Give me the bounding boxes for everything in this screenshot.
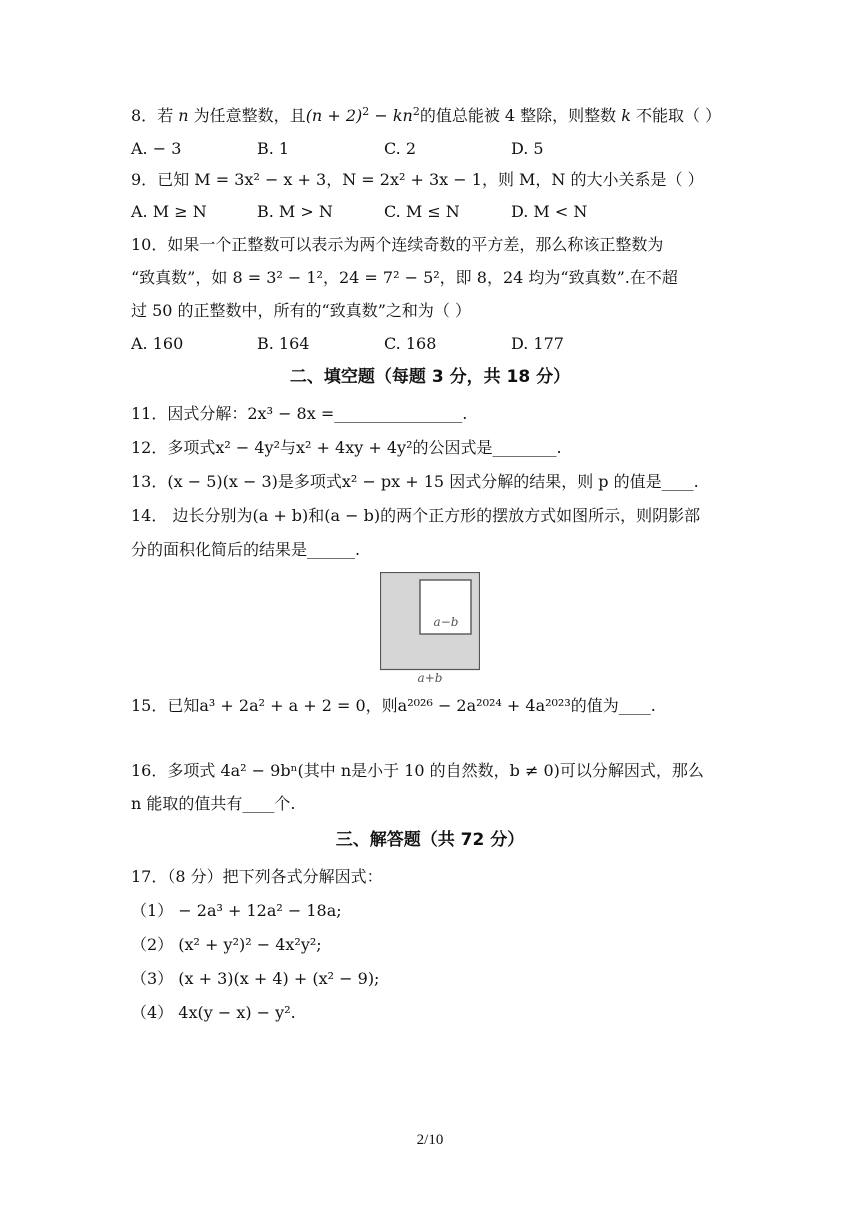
q17-part-1: （1） − 2a³ + 12a² − 18a; xyxy=(131,901,342,920)
q10-number: 10． xyxy=(131,235,168,254)
q8-number: 8． xyxy=(131,106,158,125)
q9-option-b: B. M > N xyxy=(257,202,333,221)
q10-option-d: D. 177 xyxy=(511,334,564,353)
inner-square-label: a−b xyxy=(433,615,459,629)
q8-formula-part2: − kn xyxy=(369,106,413,125)
q16-line-2: n 能取的值共有____个. xyxy=(131,794,296,813)
q17-part-4: （4） 4x(y − x) − y². xyxy=(131,1003,296,1022)
q9-text: 已知 M = 3x² − x + 3，N = 2x² + 3x − 1，则 M，N 的大小关系是（ ） xyxy=(157,170,704,189)
q12: 12．多项式x² − 4y²与x² + 4xy + 4y²的公因式是________. xyxy=(131,438,562,457)
q9-option-a: A. M ≥ N xyxy=(131,202,207,221)
q8-option-c: C. 2 xyxy=(384,139,417,158)
q17-stem: 17．（8 分）把下列各式分解因式： xyxy=(131,867,383,886)
q11: 11．因式分解：2x³ − 8x =________________. xyxy=(131,404,468,423)
q14-line-2: 分的面积化简后的结果是______. xyxy=(131,540,361,559)
section-2-title: 二、填空题（每题 3 分，共 18 分） xyxy=(289,367,571,387)
q10-line-1: 10．如果一个正整数可以表示为两个连续奇数的平方差，那么称该正整数为 xyxy=(131,235,664,254)
q10-line-2: “致真数”，如 8 = 3² − 1²，24 = 7² − 5²，即 8，24 均为“致真数”.在不超 xyxy=(131,268,678,287)
page-number: 2/10 xyxy=(416,1132,444,1148)
q8-option-b: B. 1 xyxy=(257,139,290,158)
q8-option-a: A. − 3 xyxy=(131,139,182,158)
q15: 15．已知a³ + 2a² + a + 2 = 0，则a²⁰²⁶ − 2a²⁰²⁴ + 4a²⁰²³的值为____. xyxy=(131,696,656,715)
q17-part-3: （3） (x + 3)(x + 4) + (x² − 9); xyxy=(131,969,380,988)
q9-option-d: D. M < N xyxy=(511,202,588,221)
q10-line-3: 过 50 的正整数中，所有的“致真数”之和为（ ） xyxy=(131,301,471,320)
q9-stem xyxy=(131,169,704,191)
q8-option-d: D. 5 xyxy=(511,139,544,158)
q10-option-c: C. 168 xyxy=(384,334,437,353)
squares-figure xyxy=(380,572,480,684)
q8-stem: 8．若 n 为任意整数，且$(n + 2)^2 - kn^2$的值总能被 4 整除，则整数 k 不能取（ ） xyxy=(131,105,722,125)
outer-square-label: a+b xyxy=(417,671,443,684)
section-3-title: 三、解答题（共 72 分） xyxy=(335,830,525,850)
q14-line-1: 14． 边长分别为(a + b)和(a − b)的两个正方形的摆放方式如图所示，则阴影部 xyxy=(131,506,701,525)
q10-option-a: A. 160 xyxy=(131,334,184,353)
q9-option-c: C. M ≤ N xyxy=(384,202,460,221)
q9-number: 9． xyxy=(131,170,158,189)
q8-formula-part1: (n + 2) xyxy=(305,106,363,125)
q17-part-2: （2） (x² + y²)² − 4x²y²; xyxy=(131,935,322,954)
q16-line-1: 16．多项式 4a² − 9bⁿ(其中 n是小于 10 的自然数，b ≠ 0)可以分解因式，那么 xyxy=(131,761,704,780)
q10-option-b: B. 164 xyxy=(257,334,310,353)
q13: 13．(x − 5)(x − 3)是多项式x² − px + 15 因式分解的结果，则 p 的值是____. xyxy=(131,472,699,491)
